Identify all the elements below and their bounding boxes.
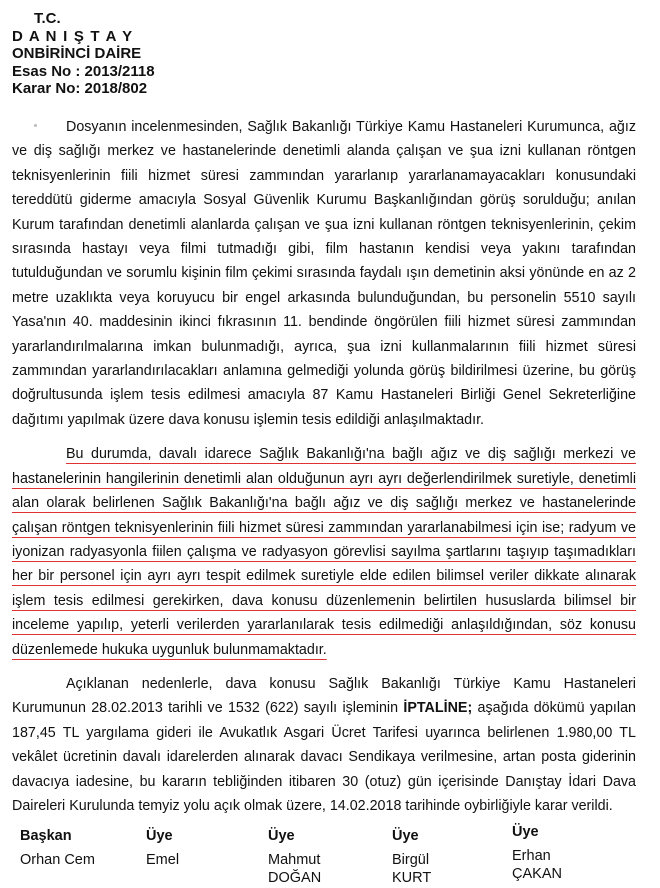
signature-surname: DOĞAN [268,870,322,886]
judgment-text-start: Açıklanan nedenlerle, dava konusu Sağlık Bakanlığı Türkiye Kamu Hastaneleri Kurumunun 28.02.2013 tarihli ve 1532 (622) sayılı işleminin [12,675,636,717]
header-karar-no: Karar No: 2018/802 [12,80,148,97]
signature-surname: KURT [392,870,432,886]
signature-title: Üye [392,828,419,844]
header-esas-no: Esas No : 2013/2118 [12,62,155,80]
paragraph-findings: Dosyanın incelenmesinden, Sağlık Bakanlığı Türkiye Kamu Hastaneleri Kurumunca, ağız ve diş sağlığı merkez ve hastanelerinde denetimli alanda çalışan ve şua izni kullanan röntgen teknisyenlerinin fiili hizmet süresi zammından yararlanıp yararlanamayacakları konusundaki tereddütü giderme amacıyla Sosyal Güvenlik Kurumu Başkanlığından görüş sorulduğu; anılan Kurum tarafından denetimli alanlarda çalışan ve şua izni kullanan röntgen teknisyenlerinin, çekim sırasında hastayı veya filmi tutmadığı gibi, film hastanın kendisi veya yakını tarafından tutulduğundan ve sorumlu kişinin film çekimi sırasında faydalı ışın demetinin aksi yönünde en az 2 metre uzaklıkta veya koruyucu bir engel arkasında bulunduğundan, bu personelin 5510 sayılı Yasa'nın 40. maddesinin ikinci fıkrasının 11. bendinde öngörülen fiili hizmet süresi zammından yararlandırılmalarına imkan bulunmadığı, ayrıca, şua izni kullanmalarının fiili hizmet süresi zammından yararlandırılacakları anlamına gelmediği yolunda görüş bildirilmesi üzerine, bu görüş doğrultusunda işlem tesis edilmesi amacıyla 87 Kamu Hastaneleri Birliği Genel Sekreterliğine dağıtımı yapılmak üzere dava konusu işlemin tesis edildiği anlaşılmaktadır. [12,119,636,428]
decision-body [12,115,636,828]
signature-member-1 [146,828,179,868]
signature-name: Birgül [392,852,430,868]
signature-block [0,824,660,888]
signature-member-4 [512,824,562,882]
signature-title: Üye [268,828,295,844]
signature-title: Başkan [20,828,72,844]
signature-name: Orhan Cem [20,852,95,868]
signature-surname: ÇAKAN [512,866,562,882]
signature-name: Mahmut [268,852,321,868]
signature-member-2 [268,828,322,886]
signature-name: Erhan [512,848,551,864]
signature-title: Üye [512,824,539,840]
header-court: D A N I Ş T A Y [12,27,134,45]
judgment-annulment: İPTALİNE; [403,700,473,717]
signature-name: Emel [146,852,180,868]
signature-president [20,828,95,868]
signature-member-3 [392,828,432,886]
paragraph-assessment: Bu durumda, davalı idarece Sağlık Bakanlığı'na bağlı ağız ve diş sağlığı merkezi ve hastanelerinin hangilerinin denetimli alan olduğunun ayrı ayrı değerlendirilmek suretiyle, denetimli alan olarak belirlenen Sağlık Bakanlığı'na bağlı ağız ve diş sağlığı merkez ve hastanelerinde çalışan röntgen teknisyenlerinin fiili hizmet süresi zammından yararlanabilmesi için ise; radyum ve iyonizan radyasyonla fiilen çalışma ve radyasyon görevlisi sayılma şartlarını taşıyıp taşımadıkları her bir personel için ayrı ayrı tespit edilmek suretiyle elde edilen bilimsel veriler dikkate alınarak işlem tesis edilmesi gerekirken, dava konusu düzenlemenin belirtilen hususlarda bilimsel bir inceleme yapılıp, yeterli verilerden yararlanılarak tesis edilmediği anlaşıldığından, söz konusu düzenlemede hukuka uygunluk bulunmamaktadır. [12,446,636,658]
header-chamber: ONBİRİNCİ DAİRE [12,45,142,62]
paragraph-assessment-wrap [12,442,636,662]
judgment-text-end: aşağıda dökümü yapılan 187,45 TL yargılama gideri ile Avukatlık Asgari Ücret Tarifesi uyarınca belirlenen 1.980,00 TL vekâlet ücretinin davalı idarelerden alınarak davacı Sendikaya verilmesine, artan posta giderinin davacıya iadesine, bu kararın tebliğinden itibaren 30 (otuz) gün içerisinde Danıştay İdari Dava Daireleri Kurulunda temyiz yolu açık olmak üzere, 14.02.2018 tarihinde oybirliğiyle karar verildi. [12,700,636,814]
document-header [12,10,155,98]
header-tc: T.C. [34,10,61,27]
signature-title: Üye [146,828,173,844]
paragraph-judgment [12,672,636,818]
